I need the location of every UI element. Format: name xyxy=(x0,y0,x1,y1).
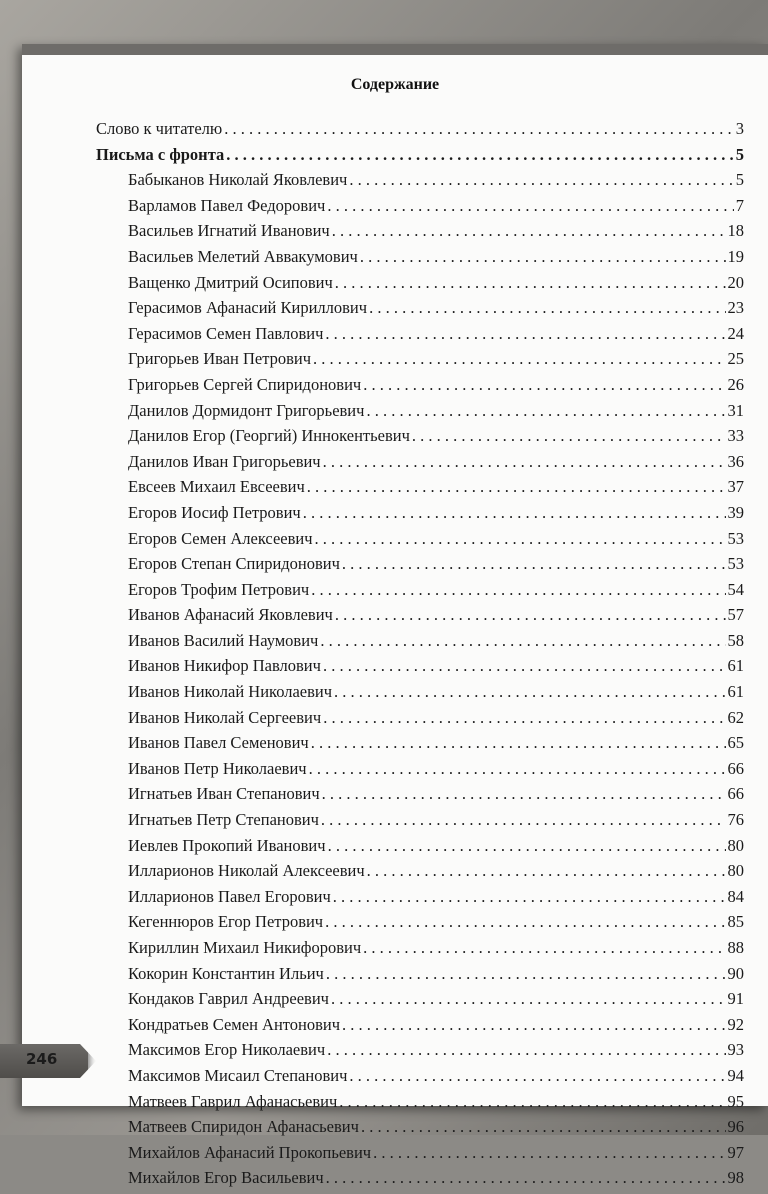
dot-leader xyxy=(326,964,726,984)
toc-entry-page: 57 xyxy=(727,605,744,625)
toc-entry-label: Матвеев Спиридон Афанасьевич xyxy=(128,1117,359,1137)
dot-leader xyxy=(366,401,725,421)
toc-entry-page: 76 xyxy=(727,810,744,830)
toc-entry-page: 92 xyxy=(727,1014,744,1034)
dot-leader xyxy=(323,452,726,472)
toc-entry-label: Иванов Николай Сергеевич xyxy=(128,707,322,727)
toc-entry-label: Егоров Иосиф Петрович xyxy=(128,502,301,522)
dot-leader xyxy=(335,605,726,625)
toc-entry xyxy=(96,912,744,938)
book-page xyxy=(22,44,768,1188)
dot-leader xyxy=(323,708,725,728)
toc-entry xyxy=(96,810,744,836)
dot-leader xyxy=(325,912,725,932)
toc-entry-page: 94 xyxy=(727,1065,744,1085)
toc-entry-label: Илларионов Николай Алексеевич xyxy=(128,861,365,881)
toc-entry-page: 19 xyxy=(727,246,744,266)
toc-entry xyxy=(96,1040,744,1066)
toc-entry-page: 58 xyxy=(727,630,744,650)
toc-entry xyxy=(96,375,744,401)
toc-entry xyxy=(96,1015,744,1041)
toc-entry-page: 80 xyxy=(727,835,744,855)
dot-leader xyxy=(307,477,726,497)
toc-entry-page: 20 xyxy=(727,272,744,292)
toc-entry xyxy=(96,503,744,529)
toc-entry-page: 3 xyxy=(735,119,744,138)
toc-entry xyxy=(96,221,744,247)
dot-leader xyxy=(334,682,725,702)
dot-leader xyxy=(226,145,734,165)
toc-entry-page: 5 xyxy=(735,170,744,190)
toc-entry xyxy=(96,554,744,580)
toc-entry-label: Максимов Мисаил Степанович xyxy=(128,1065,348,1085)
toc-entry-label: Егоров Трофим Петрович xyxy=(128,579,310,599)
dot-leader xyxy=(323,656,726,676)
dot-leader xyxy=(313,349,725,369)
toc-entry-label: Васильев Мелетий Аввакумович xyxy=(128,246,358,266)
toc-entry-page: 53 xyxy=(727,554,744,574)
toc-entry xyxy=(96,170,744,196)
toc-entry xyxy=(96,298,744,324)
dot-leader xyxy=(361,1117,726,1137)
toc-entry-label: Егоров Степан Спиридонович xyxy=(128,554,340,574)
toc-entry-label: Максимов Егор Николаевич xyxy=(128,1040,326,1060)
toc-entry-label: Михайлов Афанасий Прокопьевич xyxy=(128,1142,372,1162)
toc-entry-page: 62 xyxy=(727,707,744,727)
dot-leader xyxy=(369,298,725,318)
toc-entry-page: 96 xyxy=(727,1117,744,1137)
dot-leader xyxy=(224,119,734,139)
toc-entry xyxy=(96,247,744,273)
toc-entry xyxy=(96,938,744,964)
toc-entry-page: 7 xyxy=(735,195,744,215)
toc-entry-label: Иванов Николай Николаевич xyxy=(128,682,333,702)
dot-leader xyxy=(333,887,726,907)
toc-entry-page: 91 xyxy=(727,989,744,1009)
toc-entry-page: 39 xyxy=(727,502,744,522)
toc-entry-label: Ващенко Дмитрий Осипович xyxy=(128,272,333,292)
dot-leader xyxy=(327,196,733,216)
page-number: 246 xyxy=(26,1050,58,1068)
toc-entry-page: 84 xyxy=(727,886,744,906)
toc-entry-label: Варламов Павел Федорович xyxy=(128,195,326,215)
toc-entry-label: Герасимов Афанасий Кириллович xyxy=(128,298,368,318)
toc-entry-page: 61 xyxy=(727,656,744,676)
toc-entry-page: 23 xyxy=(727,298,744,318)
dot-leader xyxy=(342,1015,725,1035)
toc-entry-page: 33 xyxy=(727,426,744,446)
dot-leader xyxy=(363,938,725,958)
toc-entry-page: 98 xyxy=(727,1168,744,1188)
toc-entry-page: 85 xyxy=(727,912,744,932)
toc-entry-label: Евсеев Михаил Евсеевич xyxy=(128,477,305,497)
toc-entry xyxy=(96,1168,744,1194)
toc-entry xyxy=(96,324,744,350)
toc-entry-page: 54 xyxy=(727,579,744,599)
toc-entry-label: Кокорин Константин Ильич xyxy=(128,963,324,983)
toc-entry-page: 37 xyxy=(727,477,744,497)
toc-entry-page: 93 xyxy=(727,1040,744,1060)
toc-entry-page: 36 xyxy=(727,451,744,471)
table-of-contents xyxy=(96,119,744,1194)
dot-leader xyxy=(321,810,726,830)
dot-leader xyxy=(325,324,725,344)
toc-entry-label: Егоров Семен Алексеевич xyxy=(128,528,313,548)
dot-leader xyxy=(326,1168,726,1188)
dot-leader xyxy=(315,529,726,549)
dot-leader xyxy=(339,1092,725,1112)
toc-entry-page: 66 xyxy=(727,784,744,804)
toc-entry xyxy=(96,964,744,990)
top-band xyxy=(22,44,768,55)
dot-leader xyxy=(360,247,726,267)
toc-entry-label: Иванов Афанасий Яковлевич xyxy=(128,605,333,625)
toc-entry-page: 25 xyxy=(727,349,744,369)
dot-leader xyxy=(349,170,733,190)
toc-entry xyxy=(96,631,744,657)
dot-leader xyxy=(367,861,726,881)
toc-entry-label: Михайлов Егор Васильевич xyxy=(128,1168,324,1188)
toc-entry-page: 53 xyxy=(727,528,744,548)
toc-entry xyxy=(96,529,744,555)
toc-entry xyxy=(96,145,744,171)
toc-entry-page: 66 xyxy=(727,758,744,778)
toc-entry-label: Кондратьев Семен Антонович xyxy=(128,1014,341,1034)
toc-entry xyxy=(96,196,744,222)
toc-entry-page: 61 xyxy=(727,682,744,702)
toc-entry xyxy=(96,682,744,708)
dot-leader xyxy=(363,375,725,395)
toc-entry-label: Данилов Дормидонт Григорьевич xyxy=(128,400,365,420)
toc-entry-label: Данилов Иван Григорьевич xyxy=(128,451,321,471)
toc-entry xyxy=(96,273,744,299)
dot-leader xyxy=(373,1143,725,1163)
toc-entry-label: Игнатьев Петр Степанович xyxy=(128,810,319,830)
dot-leader xyxy=(327,1040,725,1060)
dot-leader xyxy=(311,733,726,753)
toc-entry-page: 24 xyxy=(727,323,744,343)
toc-entry xyxy=(96,1117,744,1143)
toc-entry-page: 18 xyxy=(727,221,744,241)
toc-entry-page: 26 xyxy=(727,374,744,394)
toc-entry-label: Слово к читателю xyxy=(96,119,223,138)
toc-entry xyxy=(96,759,744,785)
dot-leader xyxy=(320,631,725,651)
toc-entry xyxy=(96,836,744,862)
toc-entry-label: Кегеннюров Егор Петрович xyxy=(128,912,324,932)
toc-entry xyxy=(96,1143,744,1169)
toc-entry-page: 31 xyxy=(727,400,744,420)
toc-entry xyxy=(96,452,744,478)
toc-entry-label: Письма с фронта xyxy=(96,144,225,164)
toc-entry xyxy=(96,887,744,913)
toc-entry xyxy=(96,477,744,503)
toc-entry-label: Григорьев Иван Петрович xyxy=(128,349,312,369)
toc-entry-page: 65 xyxy=(727,733,744,753)
toc-entry-label: Иванов Павел Семенович xyxy=(128,733,309,753)
toc-entry-label: Кондаков Гаврил Андреевич xyxy=(128,989,329,1009)
toc-entry xyxy=(96,1092,744,1118)
dot-leader xyxy=(328,836,726,856)
dot-leader xyxy=(342,554,726,574)
toc-entry-label: Иванов Василий Наумович xyxy=(128,630,319,650)
toc-entry xyxy=(96,989,744,1015)
toc-entry-label: Данилов Егор (Георгий) Иннокентьевич xyxy=(128,426,410,446)
toc-entry xyxy=(96,861,744,887)
toc-entry xyxy=(96,349,744,375)
toc-entry-page: 5 xyxy=(735,144,744,164)
toc-entry-label: Григорьев Сергей Спиридонович xyxy=(128,374,362,394)
toc-entry-label: Игнатьев Иван Степанович xyxy=(128,784,320,804)
toc-entry-page: 80 xyxy=(727,861,744,881)
page-title: Содержание xyxy=(350,76,440,93)
toc-entry xyxy=(96,605,744,631)
toc-entry-label: Кириллин Михаил Никифорович xyxy=(128,938,362,957)
toc-entry xyxy=(96,656,744,682)
toc-entry xyxy=(96,426,744,452)
toc-entry xyxy=(96,733,744,759)
toc-entry-label: Бабыканов Николай Яковлевич xyxy=(128,170,348,190)
toc-entry-label: Герасимов Семен Павлович xyxy=(128,323,324,343)
dot-leader xyxy=(331,989,726,1009)
toc-entry-label: Васильев Игнатий Иванович xyxy=(128,221,330,241)
toc-entry xyxy=(96,401,744,427)
toc-entry xyxy=(96,580,744,606)
toc-entry-label: Иванов Петр Николаевич xyxy=(128,758,307,778)
dot-leader xyxy=(335,273,726,293)
toc-entry xyxy=(96,1066,744,1092)
dot-leader xyxy=(332,221,726,241)
toc-entry xyxy=(96,708,744,734)
toc-entry-label: Иванов Никифор Павлович xyxy=(128,656,321,676)
dot-leader xyxy=(349,1066,725,1086)
toc-entry xyxy=(96,784,744,810)
dot-leader xyxy=(322,784,726,804)
toc-entry-label: Иевлев Прокопий Иванович xyxy=(128,835,326,855)
toc-entry-label: Матвеев Гаврил Афанасьевич xyxy=(128,1091,338,1111)
toc-entry-label: Илларионов Павел Егорович xyxy=(128,886,331,906)
toc-entry-page: 88 xyxy=(727,938,744,957)
dot-leader xyxy=(412,426,726,446)
toc-entry-page: 95 xyxy=(727,1091,744,1111)
dot-leader xyxy=(311,580,725,600)
dot-leader xyxy=(303,503,726,523)
toc-entry xyxy=(96,119,744,145)
toc-entry-page: 97 xyxy=(727,1142,744,1162)
toc-entry-page: 90 xyxy=(727,963,744,983)
dot-leader xyxy=(309,759,726,779)
